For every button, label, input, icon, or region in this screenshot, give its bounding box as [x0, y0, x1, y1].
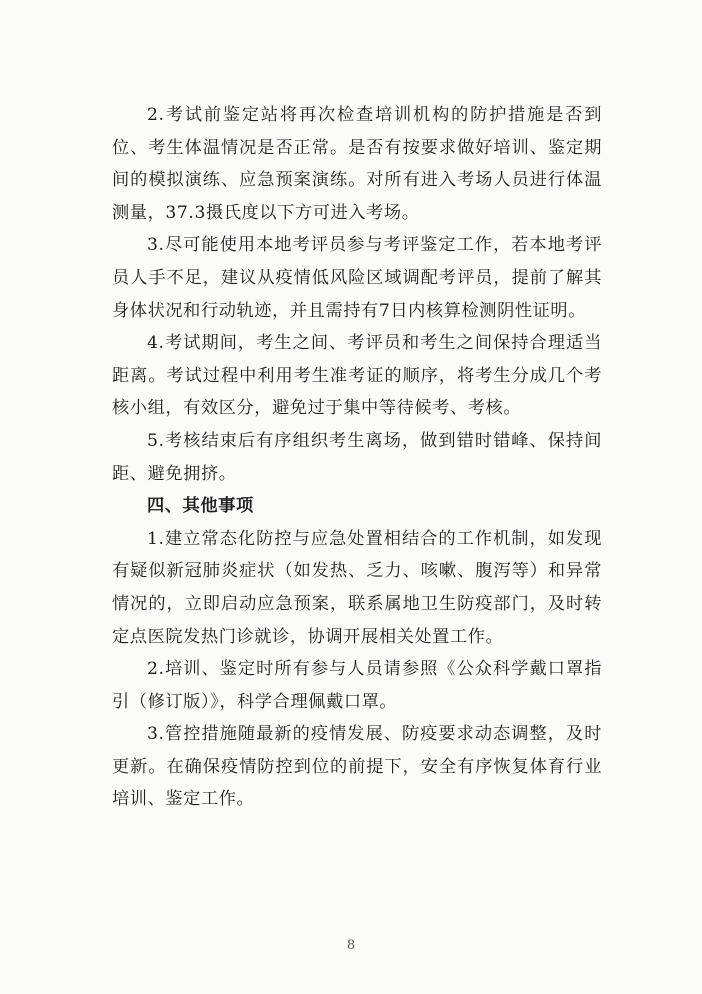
- paragraph-orderly-exit: 5.考核结束后有序组织考生离场，做到错时错峰、保持间距、避免拥挤。: [112, 430, 602, 484]
- page-number: 8: [346, 938, 356, 953]
- paragraph-emergency-mechanism: 1.建立常态化防控与应急处置相结合的工作机制，如发现有疑似新冠肺炎症状（如发热、乏力、咳嗽、腹泻等）和异常情况的，立即启动应急预案，联系属地卫生防疫部门，及时转定点医院发热门诊就诊，协调开展相关处置工作。: [112, 528, 602, 647]
- paragraph-dynamic-adjustment: 3.管控措施随最新的疫情发展、防疫要求动态调整，及时更新。在确保疫情防控到位的前提下，安全有序恢复体育行业培训、鉴定工作。: [112, 724, 602, 810]
- document-body: [112, 99, 602, 816]
- section-heading-other-matters: 四、其他事项: [147, 496, 254, 517]
- paragraph-exam-check: 2.考试前鉴定站将再次检查培训机构的防护措施是否到位、考生体温情况是否正常。是否有按要求做好培训、鉴定期间的模拟演练、应急预案演练。对所有进入考场人员进行体温测量，37.3摄氏度以下方可进入考场。: [112, 105, 602, 223]
- paragraph-exam-distance: 4.考试期间，考生之间、考评员和考生之间保持合理适当距离。考试过程中利用考生准考证的顺序，将考生分成几个考核小组，有效区分，避免过于集中等待候考、考核。: [112, 333, 602, 419]
- paragraph-mask-guidance: 2.培训、鉴定时所有参与人员请参照《公众科学戴口罩指引（修订版）》，科学合理佩戴口罩。: [112, 659, 602, 712]
- paragraph-local-examiners: 3.尽可能使用本地考评员参与考评鉴定工作，若本地考评员人手不足，建议从疫情低风险区域调配考评员，提前了解其身体状况和行动轨迹，并且需持有7日内核算检测阴性证明。: [112, 235, 602, 321]
